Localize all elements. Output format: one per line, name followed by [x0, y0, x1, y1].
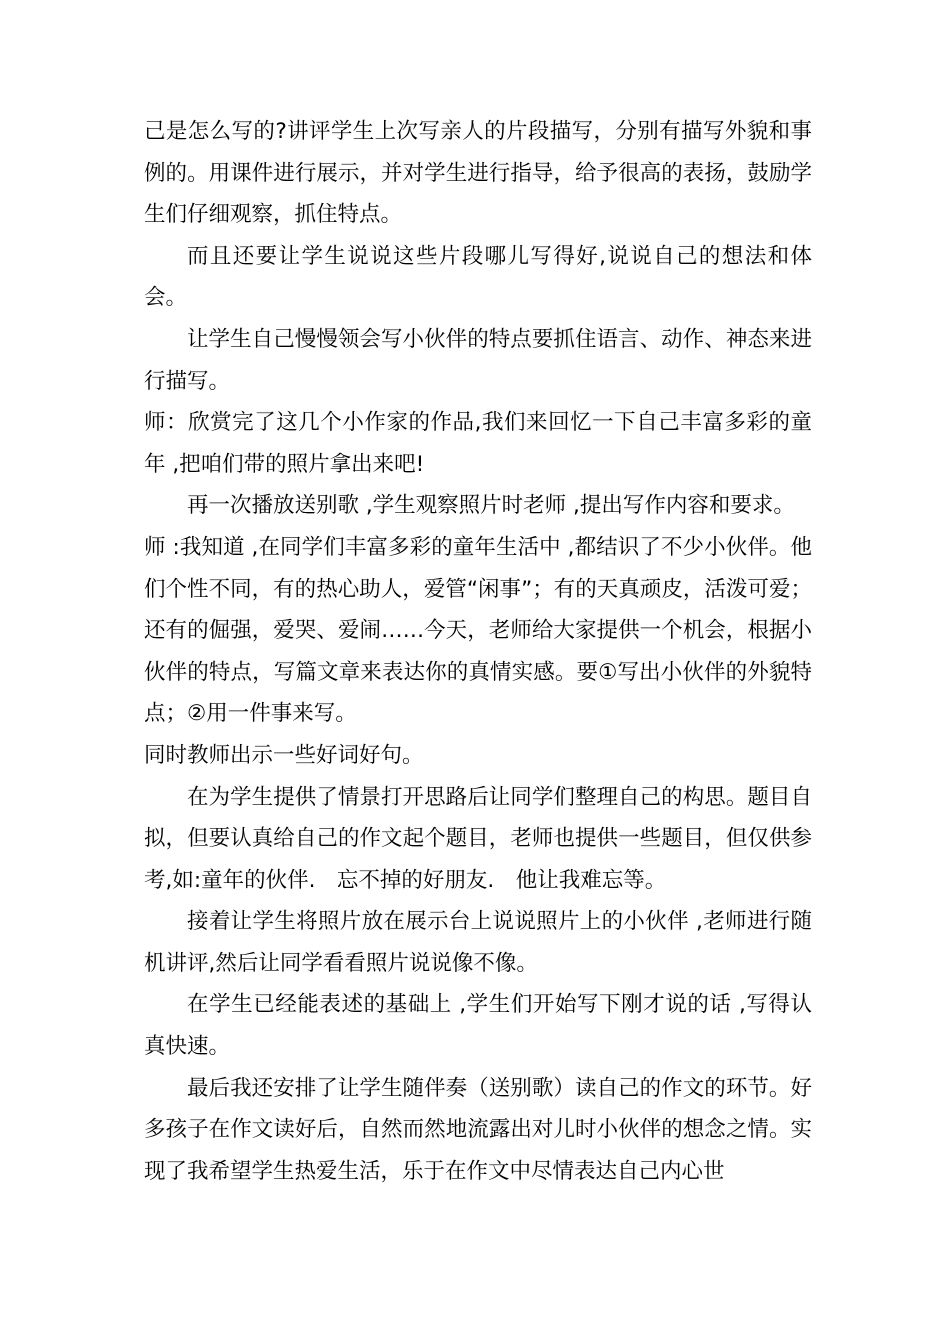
paragraph-4: 师：欣赏完了这几个小作家的作品,我们来回忆一下自己丰富多彩的童年 ,把咱们带的照片拿出来吧! [144, 410, 812, 477]
paragraph-10: 在学生已经能表述的基础上 ,学生们开始写下刚才说的话 ,写得认真快速。 [144, 992, 812, 1060]
paragraph-5: 再一次播放送别歌 ,学生观察照片时老师 ,提出写作内容和要求。 [187, 493, 795, 519]
paragraph-3: 让学生自己慢慢领会写小伙伴的特点要抓住语言、动作、神态来进行描写。 [144, 326, 812, 394]
paragraph-2: 而且还要让学生说说这些片段哪儿写得好,说说自己的想法和体会。 [144, 243, 812, 311]
paragraph-8: 在为学生提供了情景打开思路后让同学们整理自己的构思。题目自拟，但要认真给自己的作文起个题目，老师也提供一些题目，但仅供参考,如:童年的伙伴. 忘不掉的好朋友. 他让我难忘等。 [144, 784, 812, 893]
paragraph-11: 最后我还安排了让学生随伴奏（送别歌）读自己的作文的环节。好多孩子在作文读好后，自然而然地流露出对儿时小伙伴的想念之情。实现了我希望学生热爱生活，乐于在作文中尽情表达自己内心世 [144, 1075, 812, 1184]
paragraph-7: 同时教师出示一些好词好句。 [144, 742, 424, 768]
document-body [144, 111, 812, 1192]
paragraph-9: 接着让学生将照片放在展示台上说说照片上的小伙伴 ,老师进行随机讲评,然后让同学看看照片说说像不像。 [144, 909, 812, 976]
paragraph-6: 师 :我知道 ,在同学们丰富多彩的童年生活中 ,都结识了不少小伙伴。他们个性不同，有的热心助人，爱管“闲事”；有的天真顽皮，活泼可爱；还有的倔强，爱哭、爱闹……今天，老师给大家提供一个机会，根据小伙伴的特点，写篇文章来表达你的真情实感。要①写出小伙伴的外貌特点；②用一件事来写。 [144, 534, 812, 727]
paragraph-1: 己是怎么写的?讲评学生上次写亲人的片段描写，分别有描写外貌和事例的。用课件进行展示，并对学生进行指导，给予很高的表扬，鼓励学生们仔细观察，抓住特点。 [144, 119, 812, 228]
